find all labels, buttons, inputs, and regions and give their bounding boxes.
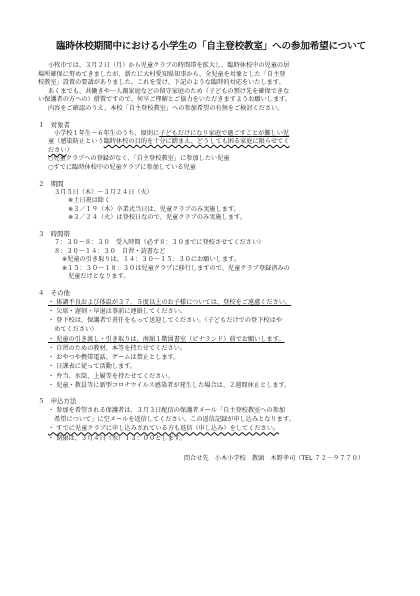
section-line: 小学校１年生～６年生のうち、原則に子どもだけになり家庭で過ごすことが難しい児 [54,129,290,137]
section-note: 児童だけとなります。 [68,273,130,281]
list-item: ・ 日課表に従って活動します。 [48,363,137,371]
page-title: 臨時休校期間中における小学生の「自主登校教室」への参加希望について [56,41,366,52]
list-item: ・ 弁当、水筒、上履等を持たせてください。 [48,372,174,380]
list-item: めてください） [48,326,98,334]
section-line: ださい） [48,146,73,154]
list-item: ・ 自習のための教材、本等を持たせてください。 [48,344,187,352]
intro-line: い保護者の方への）措置ですので、何卒ご理解とご協力をいただきますようお願いします。 [38,96,292,104]
section-note: ※３／１９（木）卒業式当日は、児童クラブのみ実施します。 [68,205,240,213]
intro-line: 内容をご確認のうえ、本校「自主登校教室」への参加希望の有無をご検討ください。 [48,104,284,112]
list-item: ・ 登下校は、保護者で責任をもって送迎してください。（子どもだけでの登下校はや [48,317,282,325]
list-item: ・ 欠席・遅刻・早退は事前に連絡してください。 [48,308,187,316]
section-other [38,289,384,390]
list-item: ・ すでに児童クラブに申し込みされている方も返信（申し込み）をしてください。 [48,425,280,433]
list-item: ・ 児童の引き渡し・引き取りは、南舘１階図書室（ピナランド）前でお願いします。 [48,335,285,343]
section-time [38,230,384,282]
section-heading: ２ 期間 [38,179,64,188]
list-item: ・ 体調不良および体温が３７．５度以上のお子様については、登校をご遠慮ください。 [48,298,292,306]
contact-info: 問合せ先 小木小学校 教頭 木野孝司（TEL ７２－９７７０） [183,454,364,462]
list-item: ・ おやつや携帯電話、ゲームは禁止とします。 [48,354,180,362]
list-item: ・ 参加を希望される保護者は、３月３日配信の保護者メール「自主登校教室への参加 [48,406,285,414]
section-target [38,121,384,173]
section-period [38,180,384,223]
section-note: ※１５：３０～１８：３０は児童クラブに移行しますので、児童クラブ登録済みの [62,264,290,272]
section-note: ※３／２４（火）は登校日なので、児童クラブのみ実施します。 [68,214,246,222]
section-line: ３月５日（木）～３月２４日（火） [54,188,153,196]
intro-line: 小牧市では、３月２日（月）から児童クラブの時間帯を拡大し、臨時休校中の児童の居 [48,62,290,69]
wavy-underlined-text: 臨時休校の目的を十分に踏まえ、どうしても困る家庭に限らせてく [103,138,290,146]
target-option: ○児童クラブへの登録がなく、「自主登校教室」に参加したい児童 [48,155,230,163]
section-heading: １ 対象者 [38,120,70,129]
section-application [38,397,384,443]
list-item: ・ 期限は、３月４日（水）１３：００とします。 [48,434,186,442]
section-line: ７：３０～８：３０ 受入時間（必ず８：３０までに登校させてください） [54,238,265,246]
section-line: 童（感染防止という臨時休校の目的を十分に踏まえ、どうしても困る家庭に限らせてく [48,138,290,146]
section-heading: ５ 申込方法 [38,396,77,405]
list-item: ・ 児童・教員等に新型コロナウイルス感染者が発生した場合は、２週間休止とします。 [48,381,291,389]
target-option: ○すでに臨時休校中の児童クラブに参加している児童 [48,163,196,171]
intro-line: 場所確保に努めてきましたが、新たに大村愛知県知事から、全児童を対象とした「自主登 [38,70,286,78]
section-line: ８：３０～１４：３０ 自習・読書など [54,247,166,255]
intro-line: 校教室」設置の要請がありました。これを受け、下記のような臨時的対応をいたします。 [38,79,285,87]
section-note: ※児童の引き取りは、１４：３０～１５：３０にお願いします。 [62,256,240,264]
underlined-text: 子どもだけになり家庭で過ごすことが難しい児 [159,129,290,137]
section-note: ※土日祝は除く [68,197,111,205]
intro-paragraph [38,62,384,114]
section-heading: ３ 時間帯 [38,229,70,238]
list-item: 希望について」に空メールを返信してください。この返信記録が申し込みとなります。 [48,416,295,424]
intro-line: あくまでも、共働きや一人親家庭などの留守家庭のため（子どもの預け先を確保できな [48,87,290,95]
section-heading: ４ その他 [38,288,70,297]
